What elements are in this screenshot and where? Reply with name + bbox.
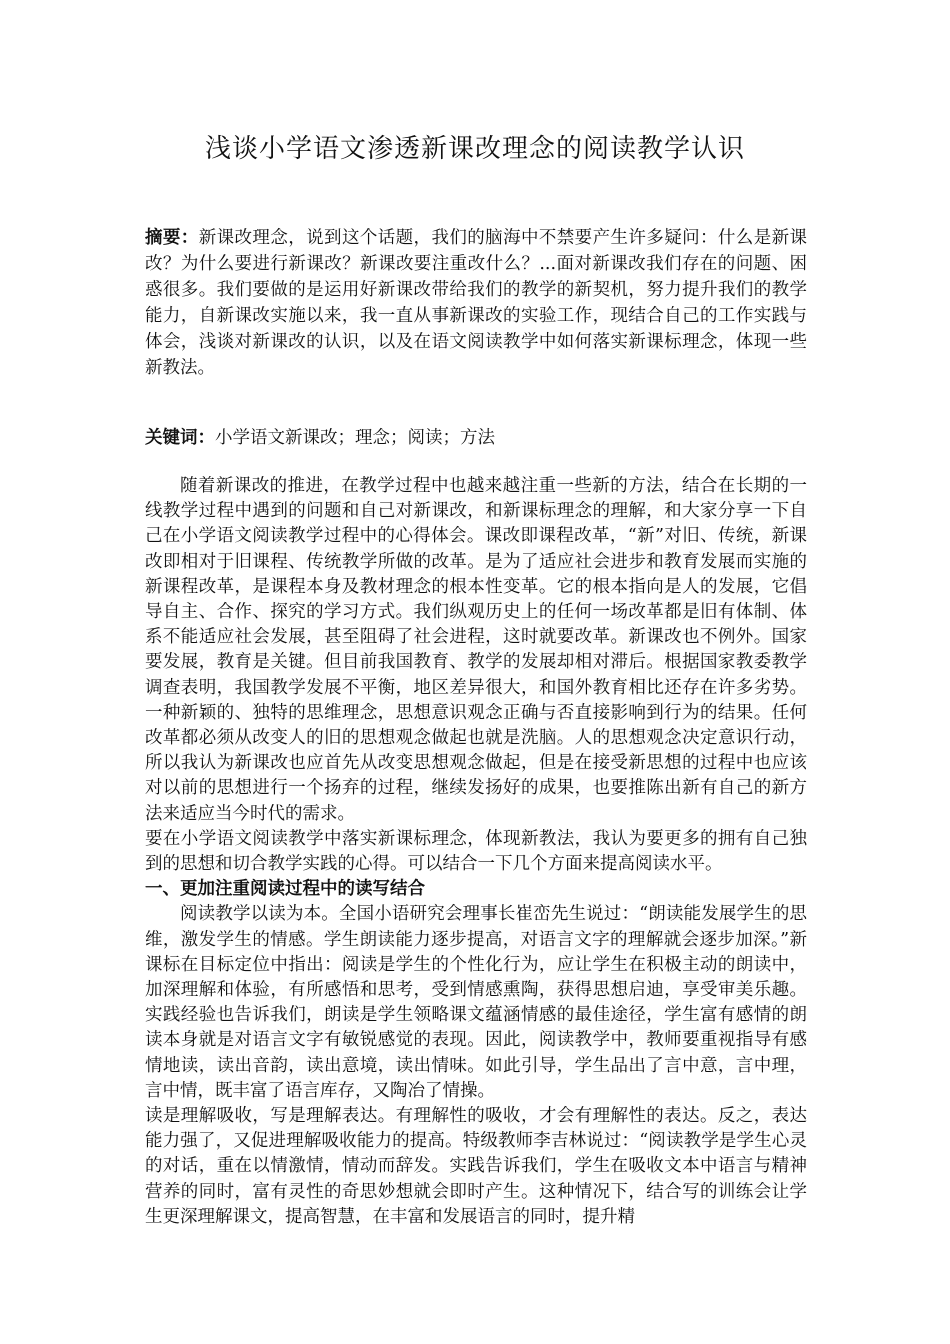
keywords-label: 关键词： [145,428,215,448]
keywords-text: 小学语文新课改；理念；阅读；方法 [215,428,495,448]
paragraph: 阅读教学以读为本。全国小语研究会理事长崔峦先生说过：“朗读能发展学生的思维，激发学生的情感。学生朗读能力逐步提高，对语言文字的理解就会逐步加深。”新课标在目标定位中指出：阅读是学生的个性化行为，应让学生在积极主动的朗读中，加深理解和体验，有所感悟和思考，受到情感熏陶，获得思想启迪，享受审美乐趣。实践经验也告诉我们，朗读是学生领略课文蕴涵情感的最佳途径，学生富有感情的朗读本身就是对语言文字有敏锐感觉的表现。因此，阅读教学中，教师要重视指导有感情地读，读出音韵，读出意境，读出情味。如此引导，学生品出了言中意，言中理，言中情，既丰富了语言库存，又陶冶了情操。 [145,904,807,1101]
keywords [145,425,807,451]
abstract-text: 新课改理念，说到这个话题，我们的脑海中不禁要产生许多疑问：什么是新课改？为什么要进行新课改？新课改要注重改什么？...面对新课改我们存在的问题、困惑很多。我们要做的是运用好新课改带给我们的教学的新契机，努力提升我们的教学能力，自新课改实施以来，我一直从事新课改的实验工作，现结合自己的工作实践与体会，浅谈对新课改的认识，以及在语文阅读教学中如何落实新课标理念，体现一些新教法。 [145,228,808,378]
section-heading: 一、更加注重阅读过程中的读写结合 [145,879,425,900]
body-text [145,474,807,1230]
abstract [145,225,807,381]
document-title: 浅谈小学语文渗透新课改理念的阅读教学认识 [204,134,745,164]
abstract-label: 摘要： [145,228,199,248]
paragraph: 要在小学语文阅读教学中落实新课标理念，体现新教法，我认为要更多的拥有自己独到的思想和切合教学实践的心得。可以结合一下几个方面来提高阅读水平。 [145,828,807,875]
paragraph: 随着新课改的推进，在教学过程中也越来越注重一些新的方法，结合在长期的一线教学过程中遇到的问题和自己对新课改，和新课标理念的理解，和大家分享一下自己在小学语文阅读教学过程中的心得体会。课改即课程改革，“新”对旧、传统，新课改即相对于旧课程、传统教学所做的改革。是为了适应社会进步和教育发展而实施的新课程改革，是课程本身及教材理念的根本性变革。它的根本指向是人的发展，它倡导自主、合作、探究的学习方式。我们纵观历史上的任何一场改革都是旧有体制、体系不能适应社会发展，甚至阻碍了社会进程，这时就要改革。新课改也不例外。国家要发展，教育是关键。但目前我国教育、教学的发展却相对滞后。根据国家教委教学调查表明，我国教学发展不平衡，地区差异很大，和国外教育相比还存在许多劣势。一种新颖的、独特的思维理念，思想意识观念正确与否直接影响到行为的结果。任何改革都必须从改变人的旧的思想观念做起也就是洗脑。人的思想观念决定意识行动，所以我认为新课改也应首先从改变思想观念做起，但是在接受新思想的过程中也应该对以前的思想进行一个扬弃的过程，继续发扬好的成果，也要推陈出新有自己的新方法来适应当今时代的需求。 [145,476,807,824]
paragraph: 读是理解吸收，写是理解表达。有理解性的吸收，才会有理解性的表达。反之，表达能力强了，又促进理解吸收能力的提高。特级教师李吉林说过：“阅读教学是学生心灵的对话，重在以情激情，情动而辞发。实践告诉我们，学生在吸收文本中语言与精神营养的同时，富有灵性的奇思妙想就会即时产生。这种情况下，结合写的训练会让学生更深理解课文，提高智慧，在丰富和发展语言的同时，提升精 [145,1106,807,1227]
